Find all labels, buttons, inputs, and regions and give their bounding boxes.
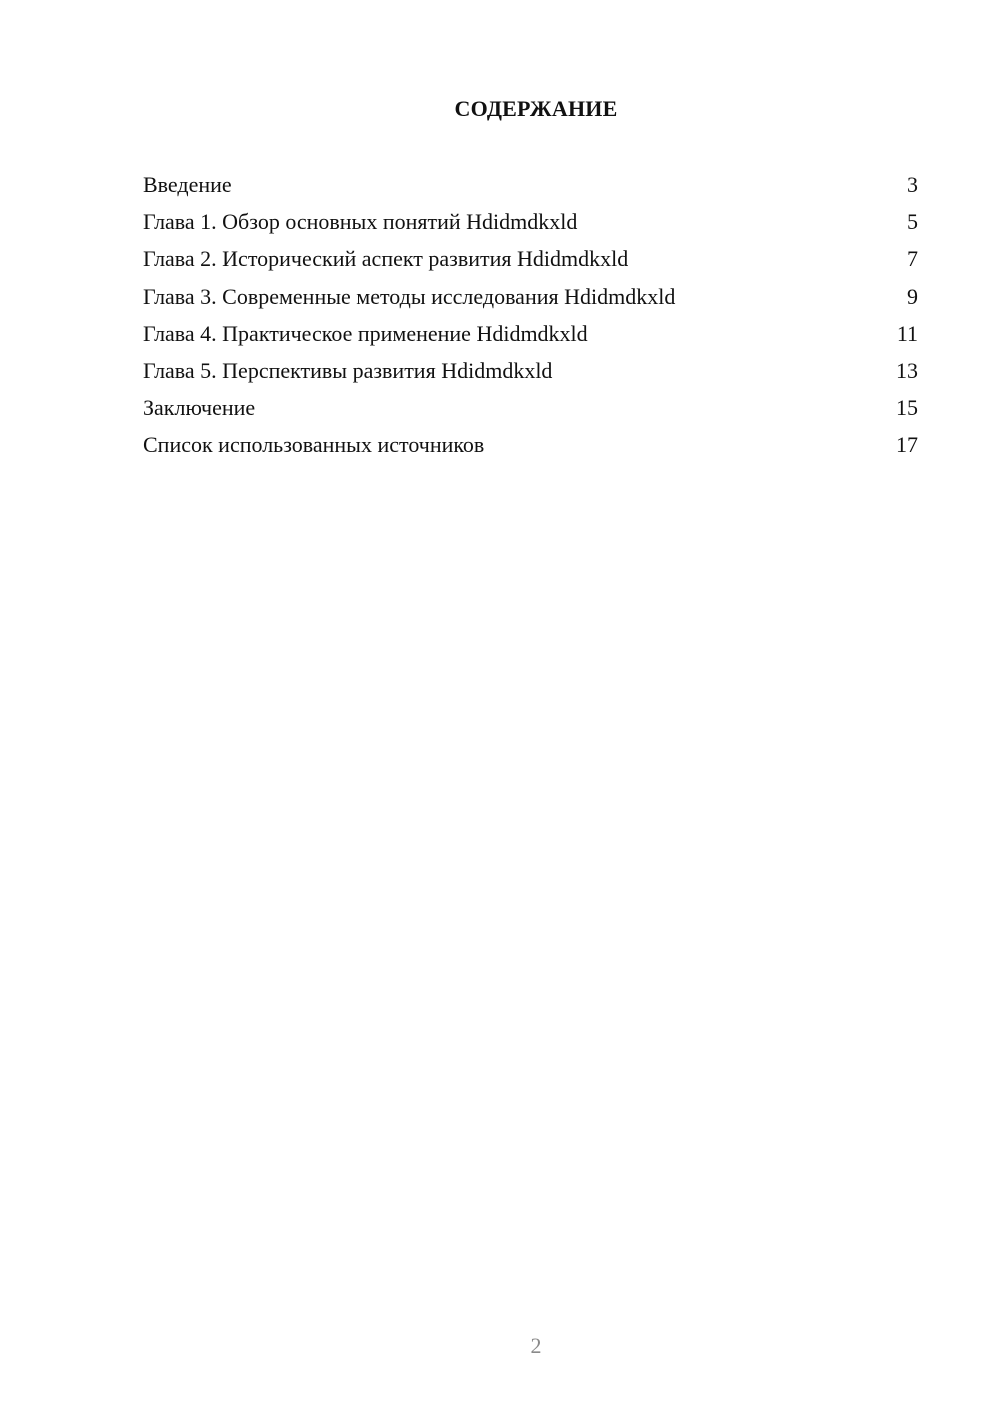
toc-entry-title: Глава 1. Обзор основных понятий Hdidmdkxld xyxy=(143,209,578,235)
toc-entry-title: Глава 2. Исторический аспект развития Hdidmdkxld xyxy=(143,246,629,272)
toc-entry-chapter-2[interactable] xyxy=(143,244,918,281)
toc-entry-page: 11 xyxy=(896,320,918,346)
toc-entry-references[interactable] xyxy=(143,430,918,467)
toc-entry-title: Глава 5. Перспективы развития Hdidmdkxld xyxy=(143,357,553,383)
toc-entry-introduction[interactable] xyxy=(143,170,918,207)
toc-entry-page: 9 xyxy=(907,283,918,309)
toc-entry-title: Глава 3. Современные методы исследования Hdidmdkxld xyxy=(143,283,676,309)
toc-entry-title: Введение xyxy=(143,172,232,197)
toc-entry-title: Список использованных источников xyxy=(143,432,485,458)
page-title: СОДЕРЖАНИЕ xyxy=(454,96,618,121)
toc-entry-page: 17 xyxy=(896,432,918,458)
toc-entry-chapter-3[interactable] xyxy=(143,282,918,319)
toc-entry-chapter-1[interactable] xyxy=(143,207,918,244)
toc-entry-page: 15 xyxy=(896,395,918,421)
toc-entry-chapter-4[interactable] xyxy=(143,319,918,356)
toc-entry-page: 5 xyxy=(907,209,918,235)
page-number: 2 xyxy=(530,1333,542,1358)
toc-entry-page: 13 xyxy=(896,357,918,383)
toc-entry-conclusion[interactable] xyxy=(143,393,918,430)
toc-entry-chapter-5[interactable] xyxy=(143,356,918,393)
toc-entry-title: Глава 4. Практическое применение Hdidmdkxld xyxy=(143,320,588,346)
toc-entry-page: 7 xyxy=(907,246,918,272)
toc-entry-title: Заключение xyxy=(143,395,256,421)
toc-entry-page: 3 xyxy=(907,172,918,197)
table-of-contents xyxy=(143,170,918,468)
